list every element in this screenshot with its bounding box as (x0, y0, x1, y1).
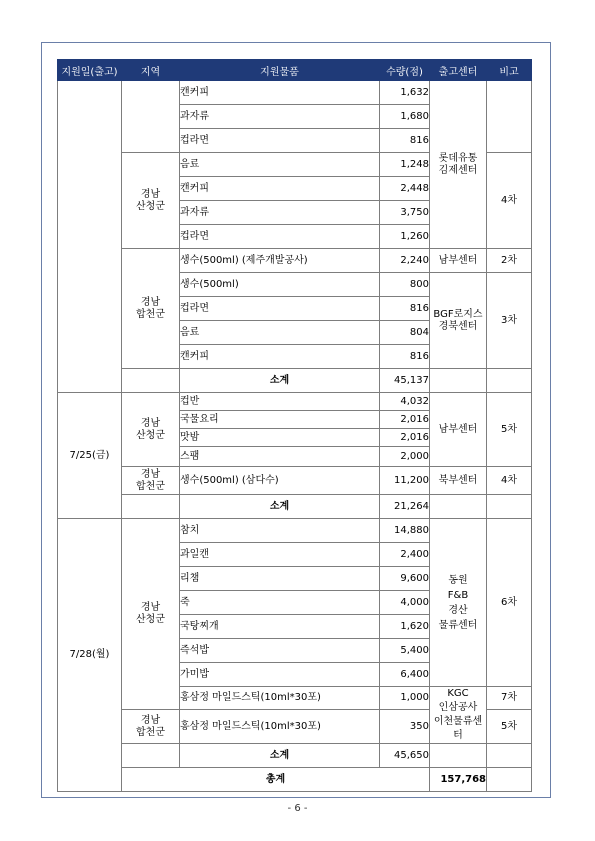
region-text: 경남 합천군 (136, 296, 165, 320)
center-cell: 남부센터 (430, 393, 487, 467)
note-cell: 4차 (487, 153, 532, 249)
header-region: 지역 (122, 60, 180, 81)
center-cell: 남부센터 (430, 249, 487, 273)
item-cell: 참치 (180, 519, 380, 543)
quantity-cell: 4,000 (380, 591, 430, 615)
region-text: 경남 산청군 (136, 602, 165, 626)
quantity-cell: 350 (380, 710, 430, 744)
item-cell: 과일캔 (180, 543, 380, 567)
item-cell: 컵라면 (180, 225, 380, 249)
note-cell: 3차 (487, 273, 532, 369)
table-row (58, 81, 532, 105)
support-items-table (57, 59, 532, 792)
item-cell: 생수(500ml) (제주개발공사) (180, 249, 380, 273)
quantity-cell: 1,680 (380, 105, 430, 129)
subtotal-row (58, 744, 532, 768)
table-row (58, 393, 532, 411)
total-label: 총계 (122, 768, 430, 792)
table-row (58, 249, 532, 273)
quantity-cell: 800 (380, 273, 430, 297)
empty-cell (487, 744, 532, 768)
quantity-cell: 2,240 (380, 249, 430, 273)
item-cell: 과자류 (180, 105, 380, 129)
region-text: 경남 합천군 (136, 714, 165, 738)
item-cell: 국물요리 (180, 411, 380, 429)
item-cell: 죽 (180, 591, 380, 615)
region-text: 경남 합천군 (136, 468, 165, 492)
item-cell: 스팸 (180, 447, 380, 467)
region-cell (122, 393, 180, 467)
total-row (58, 768, 532, 792)
empty-cell (430, 495, 487, 519)
center-text: 동원 F&B 경산 물류센터 (438, 574, 478, 631)
subtotal-value: 45,650 (380, 744, 430, 768)
item-cell: 생수(500ml) (180, 273, 380, 297)
item-cell: 즉석밥 (180, 639, 380, 663)
quantity-cell: 2,400 (380, 543, 430, 567)
subtotal-label: 소계 (180, 744, 380, 768)
date-cell (58, 81, 122, 393)
quantity-cell: 2,016 (380, 429, 430, 447)
note-cell: 5차 (487, 393, 532, 467)
region-cell (122, 249, 180, 369)
empty-cell (430, 744, 487, 768)
empty-cell (122, 495, 180, 519)
center-text: 롯데유통 김제센터 (438, 152, 478, 176)
note-cell: 7차 (487, 687, 532, 710)
center-cell (430, 687, 487, 744)
subtotal-row (58, 495, 532, 519)
region-cell (122, 519, 180, 710)
region-cell (122, 81, 180, 153)
region-cell (122, 710, 180, 744)
header-note: 비고 (487, 60, 532, 81)
date-cell: 7/28(월) (58, 519, 122, 792)
quantity-cell: 4,032 (380, 393, 430, 411)
quantity-cell: 1,632 (380, 81, 430, 105)
empty-cell (487, 369, 532, 393)
item-cell: 캔커피 (180, 81, 380, 105)
quantity-cell: 816 (380, 345, 430, 369)
empty-cell (122, 369, 180, 393)
region-text: 경남 산청군 (136, 188, 165, 212)
header-center: 출고센터 (430, 60, 487, 81)
item-cell: 홍삼정 마일드스틱(10ml*30포) (180, 710, 380, 744)
item-cell: 생수(500ml) (삼다수) (180, 467, 380, 495)
quantity-cell: 3,750 (380, 201, 430, 225)
quantity-cell: 816 (380, 297, 430, 321)
subtotal-row (58, 369, 532, 393)
table-header-row (58, 60, 532, 81)
quantity-cell: 1,248 (380, 153, 430, 177)
item-cell: 국탕찌개 (180, 615, 380, 639)
empty-cell (122, 744, 180, 768)
note-cell (487, 81, 532, 153)
note-cell: 4차 (487, 467, 532, 495)
item-cell: 과자류 (180, 201, 380, 225)
quantity-cell: 2,016 (380, 411, 430, 429)
center-text: BGF로지스 경북센터 (433, 308, 483, 332)
item-cell: 캔커피 (180, 345, 380, 369)
item-cell: 음료 (180, 321, 380, 345)
item-cell: 캔커피 (180, 177, 380, 201)
quantity-cell: 6,400 (380, 663, 430, 687)
quantity-cell: 1,260 (380, 225, 430, 249)
quantity-cell: 1,620 (380, 615, 430, 639)
empty-cell (487, 495, 532, 519)
page-number: - 6 - (287, 803, 308, 814)
header-item: 지원물품 (180, 60, 380, 81)
center-cell (430, 519, 487, 687)
item-cell: 맛밤 (180, 429, 380, 447)
subtotal-value: 21,264 (380, 495, 430, 519)
quantity-cell: 816 (380, 129, 430, 153)
center-text: KGC 인삼공사 이천물류센터 (433, 688, 483, 741)
empty-cell (430, 369, 487, 393)
header-quantity: 수량(점) (380, 60, 430, 81)
item-cell: 홍삼정 마일드스틱(10ml*30포) (180, 687, 380, 710)
quantity-cell: 11,200 (380, 467, 430, 495)
quantity-cell: 2,448 (380, 177, 430, 201)
region-text: 경남 산청군 (136, 417, 165, 441)
center-cell: 북부센터 (430, 467, 487, 495)
date-cell: 7/25(금) (58, 393, 122, 519)
quantity-cell: 804 (380, 321, 430, 345)
table-row (58, 467, 532, 495)
quantity-cell: 1,000 (380, 687, 430, 710)
total-value: 157,768 (430, 768, 487, 792)
center-cell (430, 81, 487, 249)
item-cell: 컵라면 (180, 297, 380, 321)
item-cell: 컵라면 (180, 129, 380, 153)
quantity-cell: 9,600 (380, 567, 430, 591)
item-cell: 컵반 (180, 393, 380, 411)
note-cell: 2차 (487, 249, 532, 273)
item-cell: 리챔 (180, 567, 380, 591)
note-cell: 5차 (487, 710, 532, 744)
item-cell: 가미밥 (180, 663, 380, 687)
note-cell: 6차 (487, 519, 532, 687)
item-cell: 음료 (180, 153, 380, 177)
table-row (58, 519, 532, 543)
region-cell (122, 467, 180, 495)
quantity-cell: 5,400 (380, 639, 430, 663)
region-cell (122, 153, 180, 249)
subtotal-label: 소계 (180, 369, 380, 393)
header-date: 지원일(출고) (58, 60, 122, 81)
center-cell (430, 273, 487, 369)
quantity-cell: 14,880 (380, 519, 430, 543)
subtotal-value: 45,137 (380, 369, 430, 393)
subtotal-label: 소계 (180, 495, 380, 519)
quantity-cell: 2,000 (380, 447, 430, 467)
empty-cell (487, 768, 532, 792)
